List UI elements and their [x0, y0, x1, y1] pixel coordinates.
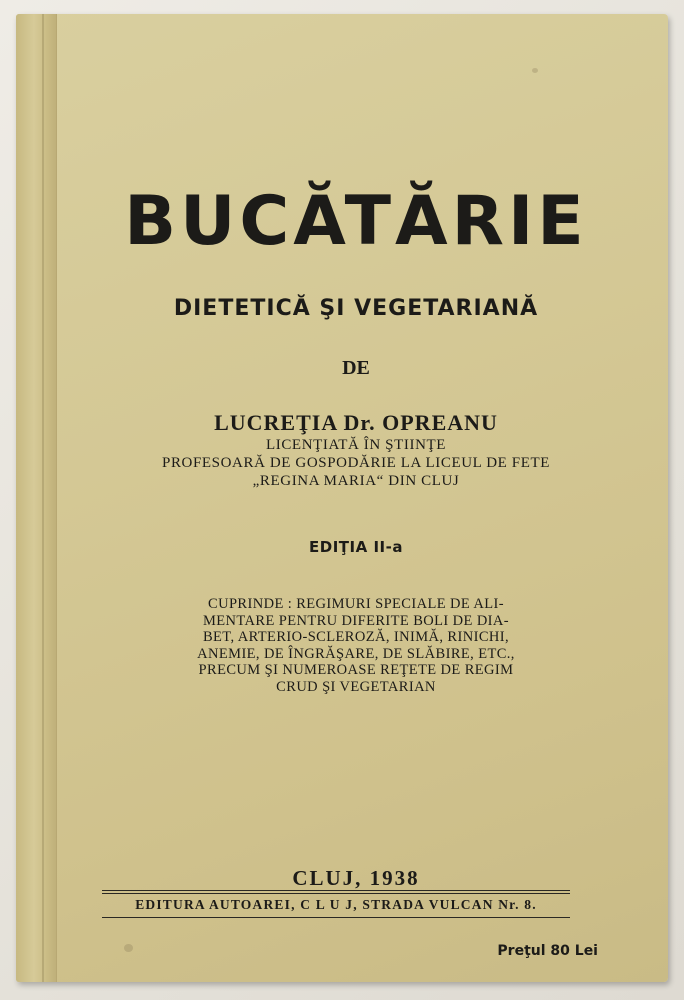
contents-line: BET, ARTERIO-SCLEROZĂ, INIMĂ, RINICHI,: [202, 629, 510, 645]
contents-line: CRUD ŞI VEGETARIAN: [276, 678, 436, 695]
author-credential-line: „REGINA MARIA“ DIN CLUJ: [252, 473, 460, 489]
price-label: Preţul 80 Lei: [497, 943, 598, 959]
contents-description: [116, 596, 596, 695]
book-cover: [16, 14, 668, 982]
author-name: LUCREŢIA Dr. OPREANU: [214, 410, 498, 435]
paper-stain: [124, 944, 133, 952]
contents-line: ANEMIE, DE ÎNGRĂŞARE, DE SLĂBIRE, ETC.,: [197, 645, 515, 662]
edition-label: EDIŢIA II-a: [309, 538, 403, 556]
publisher-rule-bottom: [102, 917, 570, 918]
by-label: DE: [342, 357, 370, 379]
paper-stain: [532, 68, 538, 73]
place-and-year: CLUJ, 1938: [292, 866, 420, 890]
book-spine: [16, 14, 57, 982]
contents-line: CUPRINDE : REGIMURI SPECIALE DE ALI-: [208, 596, 504, 612]
author-credential-line: LICENŢIATĂ ÎN ŞTIINŢE: [265, 437, 447, 453]
publisher-line: EDITURA AUTOAREI, C L U J, STRADA VULCAN Nr. 8.: [135, 897, 537, 912]
publisher-rule-top: [102, 890, 570, 891]
book-subtitle: DIETETICĂ ŞI VEGETARIANĂ: [173, 296, 539, 321]
contents-line: MENTARE PENTRU DIFERITE BOLI DE DIA-: [202, 612, 510, 629]
author-credential-line: PROFESOARĂ DE GOSPODĂRIE LA LICEUL DE FETE: [162, 455, 550, 471]
spine-fold-line: [42, 14, 44, 982]
contents-line: PRECUM ŞI NUMEROASE REŢETE DE REGIM: [198, 662, 514, 678]
book-title: BUCĂTĂRIE: [124, 182, 588, 261]
author-credentials: [96, 436, 616, 490]
front-cover: [56, 14, 668, 982]
